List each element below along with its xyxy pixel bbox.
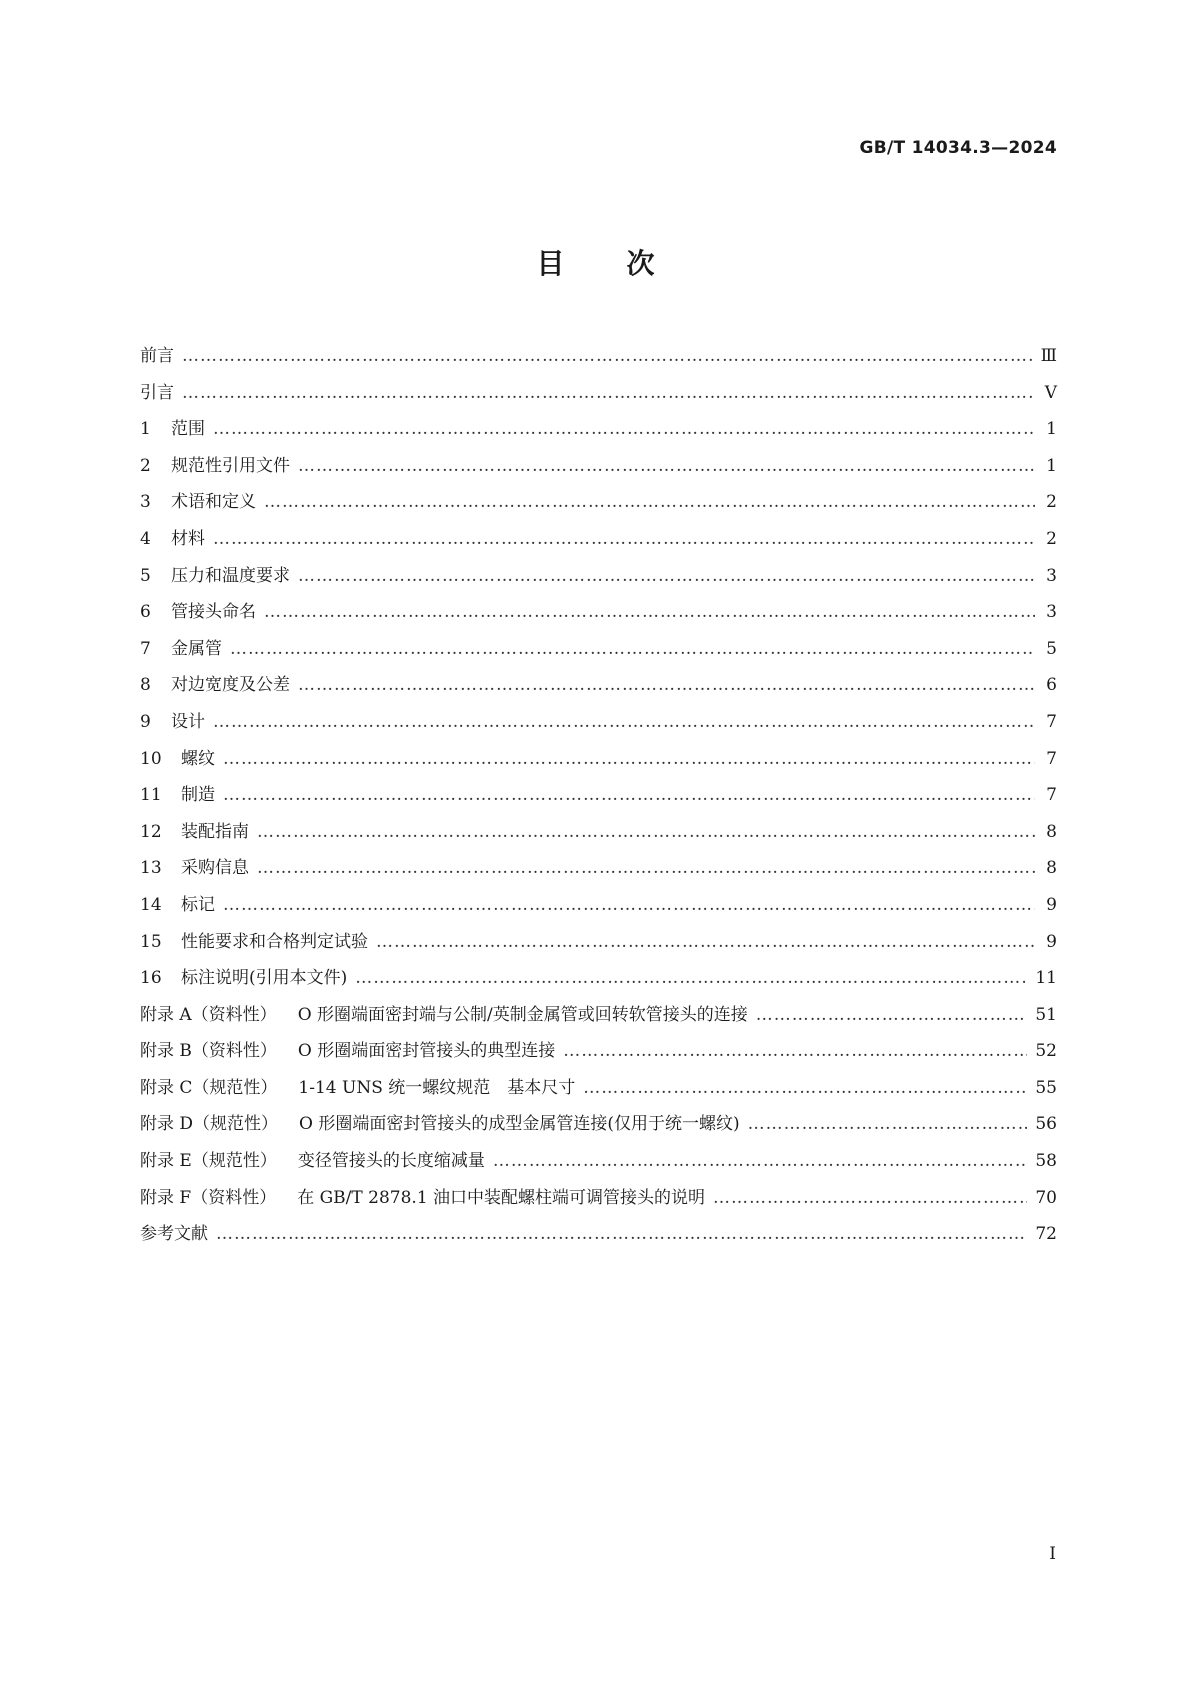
toc-entry-label: 管接头命名 [171,602,256,623]
toc-entry-label: 附录 C（规范性） [140,1077,278,1098]
toc-entry-number: 7 [140,638,151,659]
toc-entry-title: 1-14 UNS 统一螺纹规范 基本尺寸 [298,1077,576,1098]
toc-entry[interactable] [140,1143,1057,1180]
toc-entry-number: 10 [140,748,162,769]
toc-entry-label: 附录 A（资料性） [140,1004,277,1025]
toc-entry-page: 3 [1046,602,1057,623]
toc-entry-number: 13 [140,858,162,879]
toc-entry-page: Ⅴ [1044,382,1057,403]
toc-entry[interactable] [140,1216,1057,1253]
dot-leader [298,448,1035,485]
toc-entry[interactable] [140,338,1057,375]
dot-leader [213,411,1035,448]
toc-entry[interactable] [140,521,1057,558]
toc-entry-label: 螺纹 [181,748,215,769]
toc-entry-number: 8 [140,675,151,696]
toc-entry-label: 规范性引用文件 [171,455,290,476]
toc-entry-page: 5 [1046,638,1057,659]
dot-leader [355,960,1027,997]
toc-entry-title: O 形圈端面密封管接头的成型金属管连接(仅用于统一螺纹) [299,1114,740,1135]
toc-entry-page: 9 [1046,894,1057,915]
dot-leader [298,667,1035,704]
toc-entry[interactable] [140,704,1057,741]
toc-entry-title: O 形圈端面密封管接头的典型连接 [297,1041,556,1062]
dot-leader [223,777,1035,814]
standard-number: GB/T 14034.3—2024 [859,138,1057,158]
dot-leader [182,375,1035,412]
toc-entry-number: 14 [140,894,162,915]
toc-entry-number: 16 [140,968,162,989]
toc-entry-label: 附录 D（规范性） [140,1114,279,1135]
toc-entry-page: 3 [1046,565,1057,586]
toc-entry[interactable] [140,631,1057,668]
table-of-contents [140,338,1057,1253]
toc-entry[interactable] [140,1070,1057,1107]
toc-entry-page: 7 [1046,785,1057,806]
dot-leader [298,558,1035,595]
dot-leader [182,338,1033,375]
toc-entry-number: 11 [140,785,162,806]
toc-entry[interactable] [140,1033,1057,1070]
toc-entry-title: O 形圈端面密封端与公制/英制金属管或回转软管接头的连接 [297,1004,748,1025]
toc-entry-page: 52 [1035,1041,1057,1062]
toc-entry[interactable] [140,375,1057,412]
dot-leader [713,1180,1027,1217]
toc-entry-page: 55 [1035,1077,1057,1098]
dot-leader [264,594,1035,631]
dot-leader [257,814,1035,851]
toc-entry-label: 设计 [171,711,205,732]
toc-entry-page: 8 [1046,858,1057,879]
dot-leader [223,887,1035,924]
toc-entry-label: 材料 [171,528,205,549]
toc-entry-label: 金属管 [171,638,222,659]
toc-entry[interactable] [140,411,1057,448]
toc-entry-page: 6 [1046,675,1057,696]
toc-entry-page: 58 [1035,1151,1057,1172]
toc-entry[interactable] [140,667,1057,704]
toc-entry-label: 术语和定义 [171,492,256,513]
toc-entry-number: 3 [140,492,151,513]
toc-entry-page: 2 [1046,528,1057,549]
page-title: 目次 [536,247,717,280]
dot-leader [264,484,1035,521]
toc-entry-label: 标记 [181,894,215,915]
toc-entry-title: 在 GB/T 2878.1 油口中装配螺柱端可调管接头的说明 [297,1187,706,1208]
toc-entry-label: 附录 F（资料性） [140,1187,277,1208]
toc-entry-label: 压力和温度要求 [171,565,290,586]
toc-entry-page: 2 [1046,492,1057,513]
toc-entry-page: 70 [1035,1187,1057,1208]
toc-entry[interactable] [140,484,1057,521]
toc-entry-page: 7 [1046,711,1057,732]
toc-entry-page: 7 [1046,748,1057,769]
dot-leader [756,997,1028,1034]
toc-entry[interactable] [140,850,1057,887]
dot-leader [223,741,1035,778]
toc-entry[interactable] [140,777,1057,814]
dot-leader [257,850,1035,887]
toc-entry-number: 1 [140,419,151,440]
toc-entry-label: 前言 [140,346,174,366]
toc-entry-label: 附录 B（资料性） [140,1041,277,1062]
dot-leader [213,704,1035,741]
dot-leader [376,924,1035,961]
toc-entry-page: 56 [1035,1114,1057,1135]
toc-entry-label: 性能要求和合格判定试验 [181,931,368,952]
toc-entry-page: 9 [1046,931,1057,952]
toc-entry-label: 附录 E（规范性） [140,1151,277,1172]
toc-entry-label: 范围 [171,419,205,440]
toc-entry[interactable] [140,741,1057,778]
toc-entry[interactable] [140,924,1057,961]
toc-entry-number: 6 [140,602,151,623]
toc-entry-number: 9 [140,711,151,732]
toc-entry[interactable] [140,814,1057,851]
dot-leader [493,1143,1028,1180]
toc-entry-label: 标注说明(引用本文件) [181,968,348,989]
toc-entry[interactable] [140,1180,1057,1217]
dot-leader [748,1106,1028,1143]
toc-entry-label: 对边宽度及公差 [171,675,290,696]
dot-leader [216,1216,1027,1253]
toc-entry[interactable] [140,960,1057,997]
toc-entry-page: 11 [1035,968,1057,989]
toc-entry-label: 参考文献 [140,1224,208,1245]
toc-entry-number: 12 [140,821,162,842]
toc-entry-page: 72 [1035,1224,1057,1245]
toc-entry-number: 5 [140,565,151,586]
toc-entry-title: 变径管接头的长度缩减量 [297,1151,485,1172]
toc-entry-label: 采购信息 [181,858,249,879]
toc-entry-label: 引言 [140,382,174,403]
dot-leader [563,1033,1027,1070]
toc-entry-page: 8 [1046,821,1057,842]
toc-entry[interactable] [140,448,1057,485]
dot-leader [213,521,1035,558]
toc-entry-page: 51 [1035,1004,1057,1025]
toc-entry-number: 4 [140,528,151,549]
toc-entry[interactable] [140,887,1057,924]
toc-entry-page: 1 [1046,419,1057,440]
toc-entry[interactable] [140,558,1057,595]
toc-entry-number: 2 [140,455,151,476]
toc-entry-number: 15 [140,931,162,952]
toc-entry-label: 装配指南 [181,821,249,842]
toc-entry-page: 1 [1046,455,1057,476]
toc-entry[interactable] [140,1106,1057,1143]
toc-entry-label: 制造 [181,785,215,806]
toc-entry-page: Ⅲ [1040,346,1057,366]
toc-entry[interactable] [140,997,1057,1034]
page-number: I [1049,1544,1056,1564]
dot-leader [230,631,1035,668]
toc-entry[interactable] [140,594,1057,631]
dot-leader [583,1070,1027,1107]
